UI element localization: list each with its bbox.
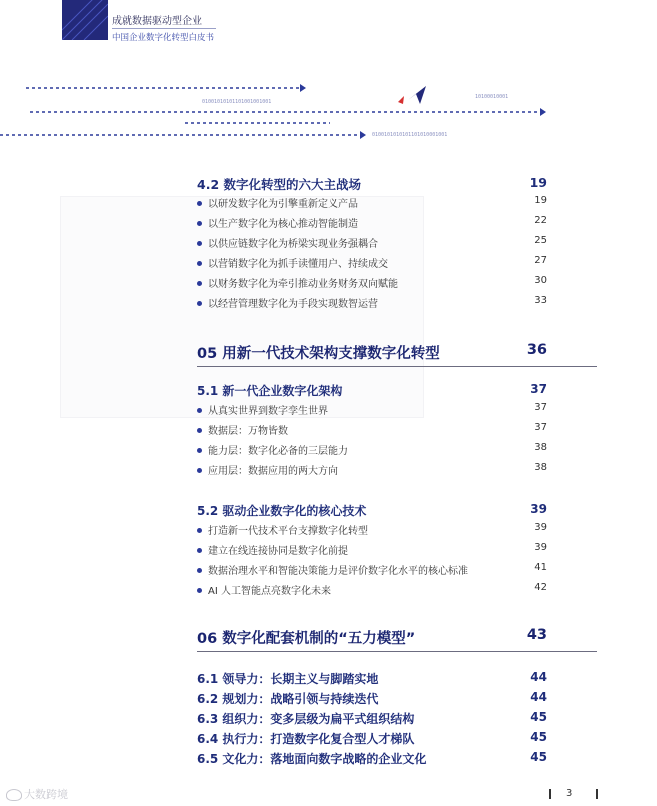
binary-text-3: 0100101010101101010001001 [372, 132, 448, 138]
toc-item-page: 33 [534, 295, 547, 306]
toc-chapter-05-title[interactable]: 05 用新一代技术架构支撑数字化转型 [197, 346, 440, 362]
toc-section-6-3-page: 45 [530, 710, 547, 724]
toc-section-5-1-title[interactable]: 5.1 新一代企业数字化架构 [197, 384, 343, 398]
toc-item[interactable]: 以营销数字化为抓手读懂用户、持续成交 [197, 255, 388, 270]
small-plane-icon [398, 96, 404, 104]
toc-chapter-05-page: 36 [526, 342, 547, 358]
header-subtitle: 中国企业数字化转型白皮书 [112, 33, 215, 43]
chapter-divider [197, 366, 597, 367]
header-title: 成就数据驱动型企业 [112, 16, 202, 27]
toc-item-page: 25 [534, 235, 547, 246]
diagonal-lines-icon [62, 0, 108, 40]
toc-item[interactable]: 以经营管理数字化为手段实现数智运营 [197, 295, 378, 310]
toc-item[interactable]: 打造新一代技术平台支撑数字化转型 [197, 522, 368, 537]
toc-item[interactable]: 数据层：万物皆数 [197, 422, 288, 437]
toc-chapter-06-title[interactable]: 06 数字化配套机制的“五力模型” [197, 631, 416, 647]
bullet-icon [197, 528, 202, 533]
toc-item-page: 27 [534, 255, 547, 266]
toc-item[interactable]: AI 人工智能点亮数字化未来 [197, 582, 331, 597]
header-divider [112, 28, 216, 29]
toc-section-6-1[interactable]: 6.1 领导力：长期主义与脚踏实地 [197, 672, 379, 686]
chapter-divider [197, 651, 597, 652]
bullet-icon [197, 408, 202, 413]
footer-page-number: 3 [566, 788, 573, 799]
toc-section-5-1-page: 37 [530, 382, 547, 396]
toc-item-page: 30 [534, 275, 547, 286]
bullet-icon [197, 261, 202, 266]
toc-item[interactable]: 以生产数字化为核心推动智能制造 [197, 215, 358, 230]
toc-item-page: 39 [534, 522, 547, 533]
bullet-icon [197, 281, 202, 286]
plane-icon [408, 86, 426, 104]
footer-bar-right [596, 789, 598, 799]
toc-item[interactable]: 建立在线连接协同是数字化前提 [197, 542, 348, 557]
toc-item-page: 39 [534, 542, 547, 553]
toc-section-4-2-page: 19 [529, 175, 547, 190]
footer-bar-left [549, 789, 551, 799]
binary-text-1: 01001010101101001001001 [202, 99, 272, 105]
toc-item[interactable]: 数据治理水平和智能决策能力是评价数字化水平的核心标准 [197, 562, 468, 577]
toc-section-6-3[interactable]: 6.3 组织力：变多层级为扁平式组织结构 [197, 712, 415, 726]
toc-item[interactable]: 以财务数字化为牵引推动业务财务双向赋能 [197, 275, 398, 290]
bullet-icon [197, 588, 202, 593]
bullet-icon [197, 548, 202, 553]
toc-section-6-5-page: 45 [530, 750, 547, 764]
toc-item[interactable]: 应用层：数据应用的两大方向 [197, 462, 338, 477]
toc-item-page: 22 [534, 215, 547, 226]
bullet-icon [197, 241, 202, 246]
toc-section-6-1-page: 44 [530, 670, 547, 684]
toc-item-page: 38 [534, 442, 547, 453]
footer-watermark-logo: 大数跨境 [6, 786, 68, 802]
toc-section-6-5[interactable]: 6.5 文化力：落地面向数字战略的企业文化 [197, 752, 427, 766]
toc-section-4-2-title[interactable]: 4.2 数字化转型的六大主战场 [197, 177, 361, 192]
toc-section-6-4-page: 45 [530, 730, 547, 744]
toc-item[interactable]: 能力层：数字化必备的三层能力 [197, 442, 348, 457]
toc-item-page: 37 [534, 402, 547, 413]
header-logo-block [62, 0, 108, 40]
bullet-icon [197, 221, 202, 226]
toc-item-page: 42 [534, 582, 547, 593]
bullet-icon [197, 201, 202, 206]
logo-icon [6, 789, 22, 801]
toc-item[interactable]: 以研发数字化为引擎重新定义产品 [197, 195, 358, 210]
bullet-icon [197, 468, 202, 473]
toc-item-page: 19 [534, 195, 547, 206]
toc-section-6-2-page: 44 [530, 690, 547, 704]
toc-section-6-4[interactable]: 6.4 执行力：打造数字化复合型人才梯队 [197, 732, 415, 746]
toc-chapter-06-page: 43 [526, 627, 547, 643]
toc-section-5-2-page: 39 [530, 502, 547, 516]
bullet-icon [197, 428, 202, 433]
toc-item[interactable]: 以供应链数字化为桥梁实现业务强耦合 [197, 235, 378, 250]
binary-text-2: 10100010001 [475, 94, 509, 100]
bullet-icon [197, 301, 202, 306]
toc-section-5-2-title[interactable]: 5.2 驱动企业数字化的核心技术 [197, 504, 367, 518]
toc-item-page: 37 [534, 422, 547, 433]
toc-section-6-2[interactable]: 6.2 规划力：战略引领与持续迭代 [197, 692, 379, 706]
toc-item-page: 38 [534, 462, 547, 473]
bullet-icon [197, 568, 202, 573]
toc-item[interactable]: 从真实世界到数字孪生世界 [197, 402, 328, 417]
toc-item-page: 41 [534, 562, 547, 573]
decorative-arrows [0, 80, 657, 140]
bullet-icon [197, 448, 202, 453]
